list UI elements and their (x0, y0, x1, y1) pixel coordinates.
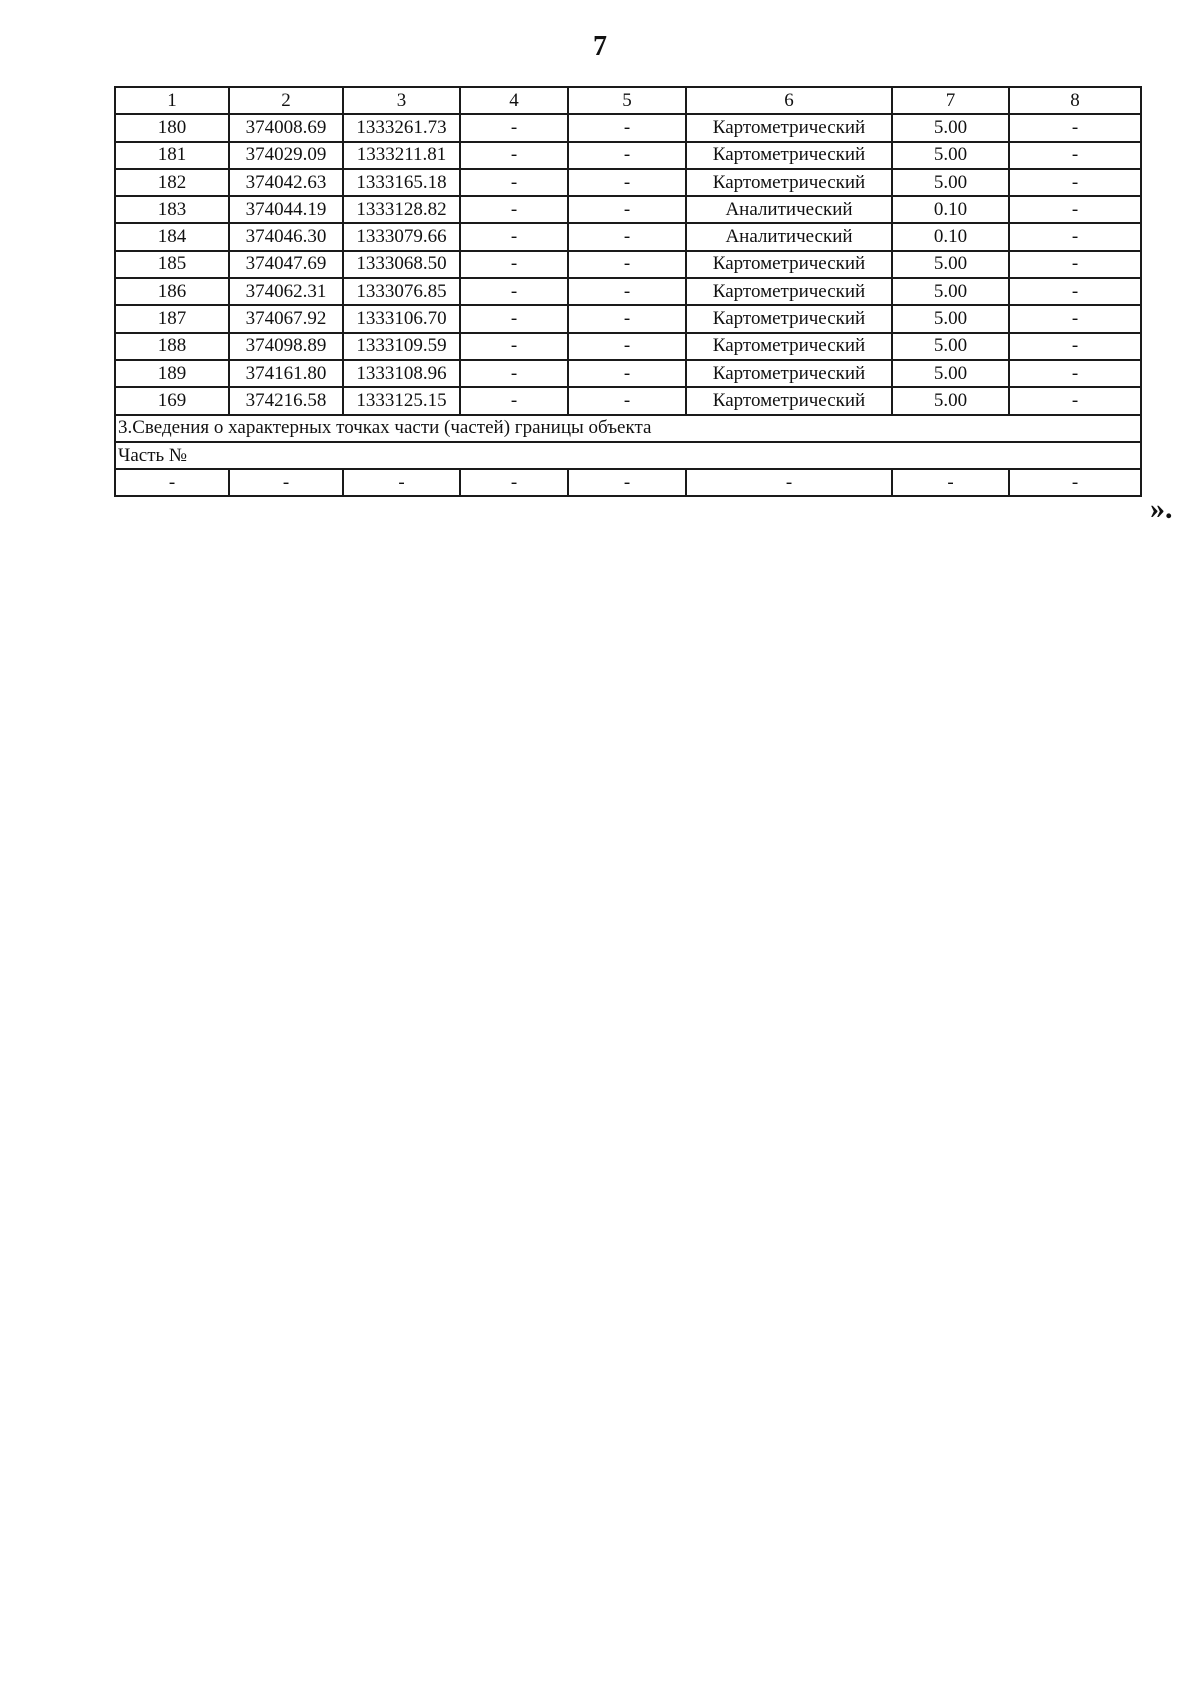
table-row (115, 333, 1141, 360)
point-number-cell: 181 (115, 142, 229, 169)
x-coordinate-cell: 374062.31 (229, 278, 343, 305)
method-cell: Картометрический (686, 387, 892, 414)
column-8-value-cell: - (1009, 278, 1141, 305)
accuracy-cell: 5.00 (892, 387, 1009, 414)
column-number: 2 (229, 87, 343, 114)
column-number: 6 (686, 87, 892, 114)
column-8-value-cell: - (1009, 196, 1141, 223)
method-cell: Картометрический (686, 169, 892, 196)
column-4-value-cell: - (460, 278, 568, 305)
table-row (115, 278, 1141, 305)
column-8-value-cell: - (1009, 114, 1141, 141)
column-5-value-cell: - (568, 333, 686, 360)
x-coordinate-cell: 374067.92 (229, 305, 343, 332)
point-number-cell: 185 (115, 251, 229, 278)
column-8-value-cell: - (1009, 305, 1141, 332)
column-number: 1 (115, 87, 229, 114)
y-coordinate-cell: 1333211.81 (343, 142, 460, 169)
y-coordinate-cell: 1333128.82 (343, 196, 460, 223)
closing-quote: ». (1150, 492, 1173, 525)
column-number: 8 (1009, 87, 1141, 114)
column-4-value-cell: - (460, 251, 568, 278)
method-cell: Картометрический (686, 305, 892, 332)
column-8-value-cell: - (1009, 333, 1141, 360)
boundary-points-table (114, 86, 1142, 497)
table-row (115, 142, 1141, 169)
accuracy-cell: 0.10 (892, 223, 1009, 250)
table-row (115, 360, 1141, 387)
accuracy-cell: 0.10 (892, 196, 1009, 223)
column-8-value-cell: - (1009, 223, 1141, 250)
y-coordinate-cell: 1333079.66 (343, 223, 460, 250)
point-number-cell: 184 (115, 223, 229, 250)
table-row (115, 387, 1141, 414)
point-number-cell: 189 (115, 360, 229, 387)
method-cell: - (686, 469, 892, 496)
table-row (115, 251, 1141, 278)
method-cell: Картометрический (686, 360, 892, 387)
method-cell: Картометрический (686, 278, 892, 305)
method-cell: Картометрический (686, 114, 892, 141)
accuracy-cell: 5.00 (892, 114, 1009, 141)
column-5-value-cell: - (568, 278, 686, 305)
method-cell: Аналитический (686, 223, 892, 250)
column-5-value-cell: - (568, 196, 686, 223)
method-cell: Аналитический (686, 196, 892, 223)
accuracy-cell: 5.00 (892, 333, 1009, 360)
column-4-value-cell: - (460, 223, 568, 250)
point-number-cell: 180 (115, 114, 229, 141)
y-coordinate-cell: 1333261.73 (343, 114, 460, 141)
point-number-cell: 188 (115, 333, 229, 360)
x-coordinate-cell: 374042.63 (229, 169, 343, 196)
column-5-value-cell: - (568, 469, 686, 496)
y-coordinate-cell: - (343, 469, 460, 496)
column-4-value-cell: - (460, 333, 568, 360)
column-4-value-cell: - (460, 305, 568, 332)
x-coordinate-cell: 374044.19 (229, 196, 343, 223)
column-4-value-cell: - (460, 196, 568, 223)
column-number: 5 (568, 87, 686, 114)
x-coordinate-cell: 374161.80 (229, 360, 343, 387)
column-8-value-cell: - (1009, 169, 1141, 196)
point-number-cell: 183 (115, 196, 229, 223)
column-8-value-cell: - (1009, 360, 1141, 387)
y-coordinate-cell: 1333109.59 (343, 333, 460, 360)
column-8-value-cell: - (1009, 387, 1141, 414)
column-4-value-cell: - (460, 114, 568, 141)
point-number-cell: 187 (115, 305, 229, 332)
y-coordinate-cell: 1333125.15 (343, 387, 460, 414)
method-cell: Картометрический (686, 333, 892, 360)
column-8-value-cell: - (1009, 469, 1141, 496)
column-4-value-cell: - (460, 169, 568, 196)
column-5-value-cell: - (568, 223, 686, 250)
column-4-value-cell: - (460, 142, 568, 169)
accuracy-cell: 5.00 (892, 251, 1009, 278)
empty-row (115, 469, 1141, 496)
accuracy-cell: 5.00 (892, 142, 1009, 169)
accuracy-cell: 5.00 (892, 278, 1009, 305)
column-number-row (115, 87, 1141, 114)
column-5-value-cell: - (568, 387, 686, 414)
table-row (115, 169, 1141, 196)
section-title: 3.Сведения о характерных точках части (частей) границы объекта (115, 415, 1141, 442)
table-row (115, 305, 1141, 332)
column-5-value-cell: - (568, 114, 686, 141)
accuracy-cell: 5.00 (892, 305, 1009, 332)
column-5-value-cell: - (568, 305, 686, 332)
column-4-value-cell: - (460, 360, 568, 387)
table-row (115, 223, 1141, 250)
part-label-row (115, 442, 1141, 469)
page-number: 7 (593, 31, 607, 62)
x-coordinate-cell: 374047.69 (229, 251, 343, 278)
part-label: Часть № (115, 442, 1141, 469)
method-cell: Картометрический (686, 142, 892, 169)
x-coordinate-cell: 374029.09 (229, 142, 343, 169)
column-number: 7 (892, 87, 1009, 114)
column-4-value-cell: - (460, 469, 568, 496)
column-number: 4 (460, 87, 568, 114)
table-row (115, 114, 1141, 141)
x-coordinate-cell: - (229, 469, 343, 496)
column-5-value-cell: - (568, 251, 686, 278)
accuracy-cell: 5.00 (892, 360, 1009, 387)
section-title-row (115, 415, 1141, 442)
y-coordinate-cell: 1333068.50 (343, 251, 460, 278)
column-number: 3 (343, 87, 460, 114)
method-cell: Картометрический (686, 251, 892, 278)
point-number-cell: - (115, 469, 229, 496)
y-coordinate-cell: 1333108.96 (343, 360, 460, 387)
x-coordinate-cell: 374046.30 (229, 223, 343, 250)
column-4-value-cell: - (460, 387, 568, 414)
column-8-value-cell: - (1009, 251, 1141, 278)
accuracy-cell: 5.00 (892, 169, 1009, 196)
x-coordinate-cell: 374008.69 (229, 114, 343, 141)
column-8-value-cell: - (1009, 142, 1141, 169)
y-coordinate-cell: 1333076.85 (343, 278, 460, 305)
column-5-value-cell: - (568, 169, 686, 196)
column-5-value-cell: - (568, 360, 686, 387)
point-number-cell: 182 (115, 169, 229, 196)
accuracy-cell: - (892, 469, 1009, 496)
table-row (115, 196, 1141, 223)
y-coordinate-cell: 1333165.18 (343, 169, 460, 196)
column-5-value-cell: - (568, 142, 686, 169)
table-body (115, 87, 1141, 496)
point-number-cell: 186 (115, 278, 229, 305)
x-coordinate-cell: 374098.89 (229, 333, 343, 360)
x-coordinate-cell: 374216.58 (229, 387, 343, 414)
y-coordinate-cell: 1333106.70 (343, 305, 460, 332)
point-number-cell: 169 (115, 387, 229, 414)
